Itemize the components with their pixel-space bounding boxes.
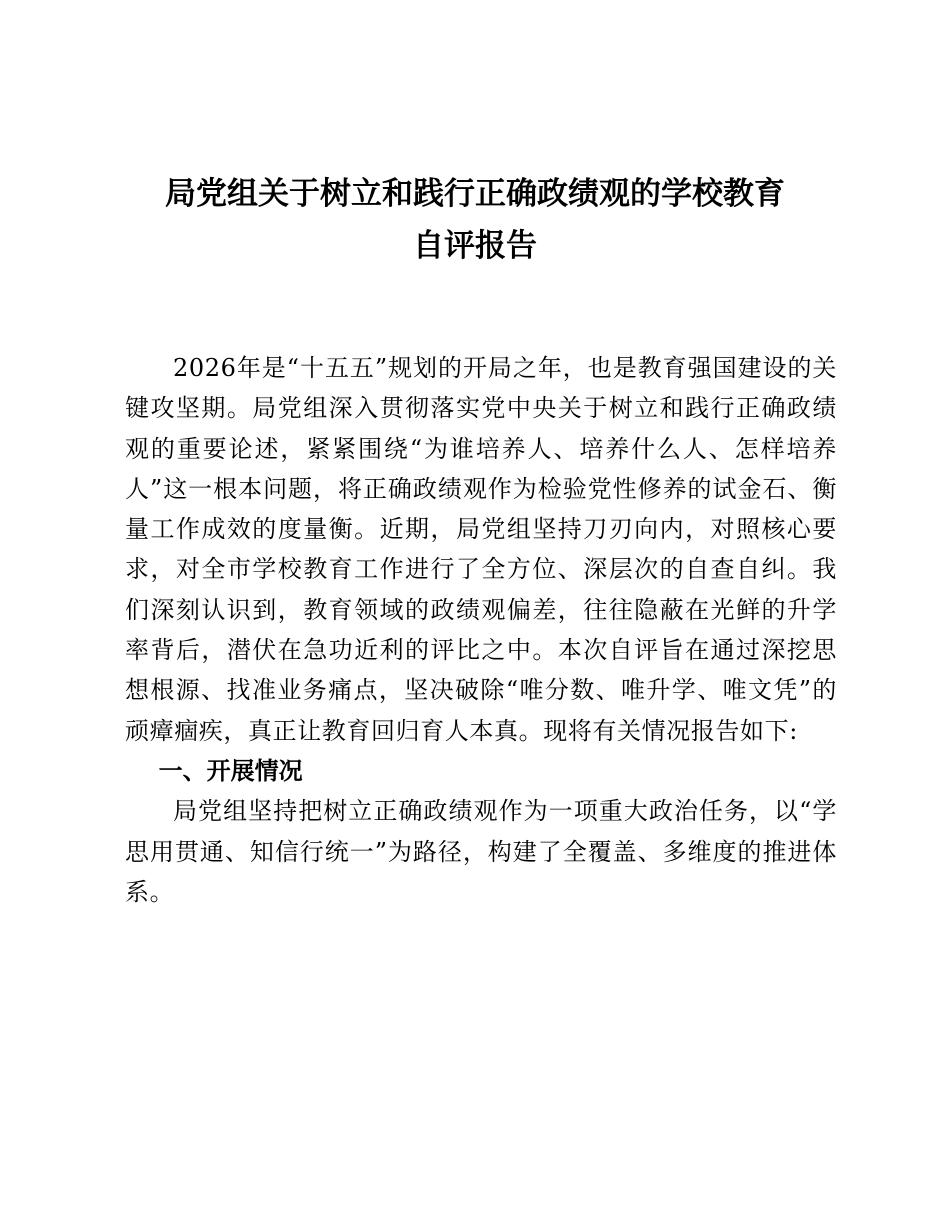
section-1-heading: 一、开展情况 — [158, 756, 303, 785]
intro-paragraph: 2026年是“十五五”规划的开局之年，也是教育强国建设的关键攻坚期。局党组深入贯彻落实党中央关于树立和践行正确政绩观的重要论述，紧紧围绕“为谁培养人、培养什么人、怎样培养人”这一根本问题，将正确政绩观作为检验党性修养的试金石、衡量工作成效的度量衡。近期，局党组坚持刀刃向内，对照核心要求，对全市学校教育工作进行了全方位、深层次的自查自纠。我们深刻认识到，教育领域的政绩观偏差，往往隐蔽在光鲜的升学率背后，潜伏在急功近利的评比之中。本次自评旨在通过深挖思想根源、找准业务痛点，坚决破除“唯分数、唯升学、唯文凭”的顽瘴痼疾，真正让教育回归育人本真。现将有关情况报告如下: — [125, 354, 837, 745]
title-line-2: 自评报告 — [413, 228, 537, 264]
title-line-1: 局党组关于树立和践行正确政绩观的学校教育 — [165, 176, 785, 212]
document-body — [125, 348, 837, 912]
document-title — [80, 168, 870, 272]
section-1-paragraph: 局党组坚持把树立正确政绩观作为一项重大政治任务，以“学思用贯通、知信行统一”为路径，构建了全覆盖、多维度的推进体系。 — [125, 797, 837, 906]
